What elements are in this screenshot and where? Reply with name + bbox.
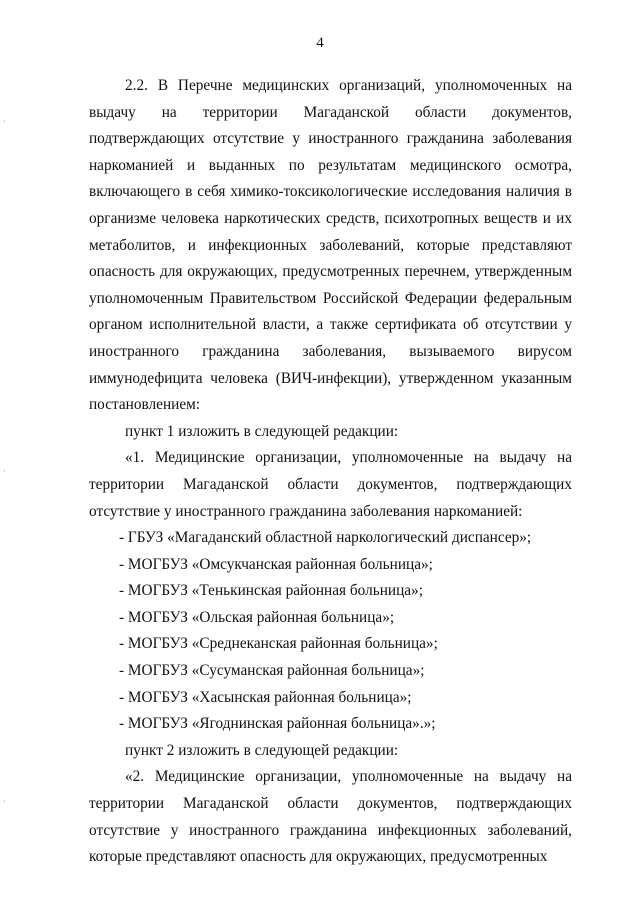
organization-list-item: - МОГБУЗ «Сусуманская районная больница»; xyxy=(119,662,425,680)
organization-list-item: - МОГБУЗ «Ягоднинская районная больница».»; xyxy=(119,715,436,733)
page-number: 4 xyxy=(316,35,324,51)
scan-margin-mark xyxy=(4,470,5,472)
scan-margin-mark xyxy=(4,120,5,122)
intro-paragraph: 2.2. В Перечне медицинских организаций, уполномоченных на выдачу на территории Магаданской области документов, подтверждающих отсутствие у иностранного гражданина заболевания наркоманией и выданных по результатам медицинского осмотра, включающего в себя химико-токсикологические исследования наличия в организме человека наркотических средств, психотропных веществ и их метаболитов, и инфекционных заболеваний, которые представляют опасность для окружающих, предусмотренных перечнем, утвержденным уполномоченным Правительством Российской Федерации федеральным органом исполнительной власти, а также сертификата об отсутствии у иностранного гражданина заболевания, вызываемого вирусом иммунодефицита человека (ВИЧ-инфекции), утвержденном указанным постановлением: xyxy=(89,77,572,414)
organization-list-item: - МОГБУЗ «Хасынская районная больница»; xyxy=(119,688,412,706)
organization-list-item: - МОГБУЗ «Ольская районная больница»; xyxy=(119,608,395,626)
item2-instruction: пункт 2 изложить в следующей редакции: xyxy=(125,741,399,759)
item1-text: «1. Медицинские организации, уполномоченные на выдачу на территории Магаданской области документов, подтверждающих отсутствие у иностранного гражданина заболевания наркоманией: xyxy=(89,449,572,520)
item2-text: «2. Медицинские организации, уполномоченные на выдачу на территории Магаданской области документов, подтверждающих отсутствие у иностранного гражданина инфекционных заболеваний, которые представляют опасность для окружающих, предусмотренных xyxy=(89,768,572,866)
organization-list-item: - МОГБУЗ «Тенькинская районная больница»; xyxy=(119,582,423,600)
organization-list-item: - МОГБУЗ «Среднеканская районная больница»; xyxy=(119,635,438,653)
item1-instruction: пункт 1 изложить в следующей редакции: xyxy=(125,422,399,440)
document-body xyxy=(89,73,572,871)
scan-margin-mark xyxy=(4,800,5,802)
organization-list-item: - МОГБУЗ «Омсукчанская районная больница»; xyxy=(119,555,433,573)
organization-list-item: - ГБУЗ «Магаданский областной наркологический диспансер»; xyxy=(119,529,532,547)
